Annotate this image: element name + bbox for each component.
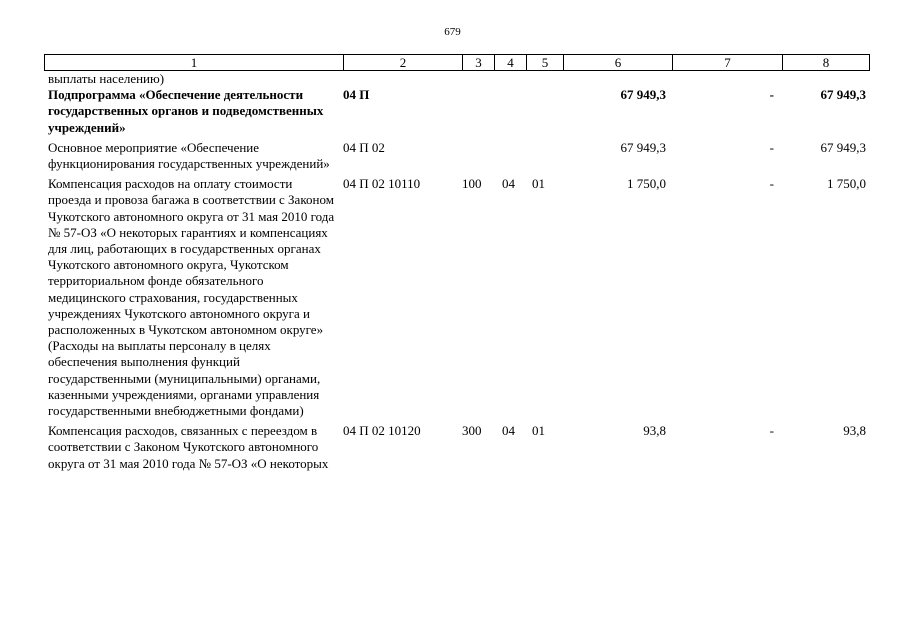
row-value-col8: 93,8 — [843, 423, 866, 439]
row-subsection: 01 — [532, 176, 545, 192]
column-header-4: 4 — [494, 55, 526, 70]
row-target-code: 04 П 02 10110 — [343, 176, 421, 192]
row-value-col8: 67 949,3 — [820, 139, 866, 155]
row-expense-type: 300 — [462, 423, 482, 439]
page-number: 679 — [444, 26, 461, 38]
column-header-1: 1 — [190, 55, 198, 70]
row-subsection: 01 — [532, 423, 545, 439]
column-header-2: 2 — [343, 55, 462, 70]
row-value-col6: 1 750,0 — [627, 176, 666, 192]
table-row — [44, 423, 870, 472]
column-header-8: 8 — [782, 55, 869, 70]
table-row — [44, 176, 870, 419]
row-value-col7: - — [769, 87, 774, 103]
column-header-3: 3 — [462, 55, 494, 70]
table-row — [44, 71, 870, 87]
row-expense-type: 100 — [462, 176, 482, 192]
row-target-code: 04 П 02 10120 — [343, 423, 421, 439]
column-header-5: 5 — [526, 55, 563, 70]
row-name: Основное мероприятие «Обеспечение функционирования государственных учреждений» — [48, 139, 330, 172]
row-value-col6: 67 949,3 — [620, 139, 666, 155]
row-section: 04 — [502, 423, 515, 439]
table-row — [44, 87, 870, 136]
row-value-col7: - — [769, 139, 774, 155]
row-section: 04 — [502, 176, 515, 192]
row-value-col6: 67 949,3 — [620, 87, 666, 103]
row-name: Компенсация расходов, связанных с переездом в соответствии с Законом Чукотского автономного округа от 31 мая 2010 года № 57-ОЗ «О некоторых — [48, 423, 329, 471]
budget-table-body — [44, 71, 870, 472]
row-name: Подпрограмма «Обеспечение деятельности государственных органов и подведомственных учреждений» — [48, 87, 324, 135]
row-target-code: 04 П 02 — [343, 139, 385, 155]
row-value-col7: - — [769, 423, 774, 439]
row-name: Компенсация расходов на оплату стоимости проезда и провоза багажа в соответствии с Законом Чукотского автономного округа от 31 мая 2010 года № 57-ОЗ «О некоторых гарантиях и компенсациях для лиц, работающих в государственных органах Чукотского автономного округа, Чукотском территориальном фонде обязательного медицинского страхования, государственных учреждениях Чукотского автономного округа и расположенных в Чукотском автономном округе» (Расходы на выплаты персоналу в целях обеспечения выполнения функций государственными (муниципальными) органами, казенными учреждениями, органами управления государственными внебюджетными фондами) — [48, 176, 335, 419]
row-value-col8: 1 750,0 — [827, 176, 866, 192]
row-target-code: 04 П — [343, 87, 370, 103]
column-header-7: 7 — [672, 55, 782, 70]
table-header-row — [44, 54, 870, 71]
row-value-col8: 67 949,3 — [820, 87, 866, 103]
row-value-col6: 93,8 — [643, 423, 666, 439]
column-header-6: 6 — [563, 55, 672, 70]
row-value-col7: - — [769, 176, 774, 192]
table-row — [44, 140, 870, 172]
row-name: выплаты населению) — [48, 71, 165, 86]
